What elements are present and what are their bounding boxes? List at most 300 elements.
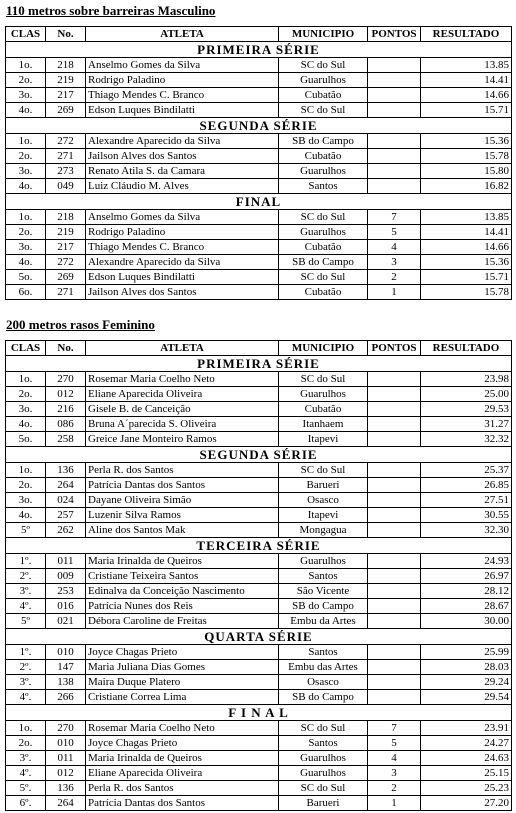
cell-number: 257	[46, 508, 86, 523]
cell-number: 253	[46, 584, 86, 599]
cell-clas: 2o.	[6, 73, 46, 88]
cell-municipality: Cubatão	[279, 149, 368, 164]
cell-clas: 2º.	[6, 660, 46, 675]
cell-points	[368, 417, 421, 432]
cell-athlete: Anselmo Gomes da Silva	[86, 58, 279, 73]
cell-number: 272	[46, 255, 86, 270]
table-row	[6, 781, 512, 796]
col-header-clas: CLAS	[6, 27, 46, 42]
cell-municipality: Cubatão	[279, 402, 368, 417]
table-row	[6, 179, 512, 194]
cell-points	[368, 463, 421, 478]
table-row	[6, 149, 512, 164]
cell-number: 049	[46, 179, 86, 194]
cell-result: 14.41	[421, 225, 512, 240]
cell-clas: 1o.	[6, 721, 46, 736]
cell-number: 271	[46, 149, 86, 164]
table-row	[6, 285, 512, 300]
cell-points: 4	[368, 751, 421, 766]
cell-result: 13.85	[421, 210, 512, 225]
cell-municipality: Cubatão	[279, 88, 368, 103]
cell-number: 270	[46, 721, 86, 736]
cell-athlete: Eliane Aparecida Oliveira	[86, 766, 279, 781]
cell-athlete: Anselmo Gomes da Silva	[86, 210, 279, 225]
table-row	[6, 463, 512, 478]
cell-points	[368, 508, 421, 523]
cell-points: 3	[368, 766, 421, 781]
cell-athlete: Cristiane Correa Lima	[86, 690, 279, 705]
cell-municipality: SC do Sul	[279, 58, 368, 73]
cell-clas: 4º.	[6, 599, 46, 614]
cell-points	[368, 660, 421, 675]
cell-points: 7	[368, 721, 421, 736]
cell-number: 011	[46, 751, 86, 766]
cell-athlete: Rosemar Maria Coelho Neto	[86, 372, 279, 387]
cell-municipality: Guarulhos	[279, 554, 368, 569]
cell-result: 15.36	[421, 255, 512, 270]
cell-number: 012	[46, 387, 86, 402]
table-row	[6, 523, 512, 538]
table-row	[6, 210, 512, 225]
table-row	[6, 614, 512, 629]
cell-athlete: Luzenir Silva Ramos	[86, 508, 279, 523]
cell-number: 136	[46, 781, 86, 796]
cell-athlete: Gisele B. de Canceição	[86, 402, 279, 417]
cell-clas: 5º.	[6, 781, 46, 796]
cell-number: 273	[46, 164, 86, 179]
cell-result: 31.27	[421, 417, 512, 432]
cell-result: 30.00	[421, 614, 512, 629]
section-title: QUARTA SÉRIE	[6, 629, 512, 645]
cell-points	[368, 554, 421, 569]
col-header-clas: CLAS	[6, 341, 46, 356]
table-row	[6, 584, 512, 599]
cell-result: 23.98	[421, 372, 512, 387]
cell-points	[368, 493, 421, 508]
table-row	[6, 103, 512, 118]
cell-number: 010	[46, 645, 86, 660]
cell-clas: 2o.	[6, 478, 46, 493]
cell-points	[368, 103, 421, 118]
cell-result: 23.91	[421, 721, 512, 736]
cell-municipality: Santos	[279, 569, 368, 584]
section-header-row	[6, 629, 512, 645]
cell-number: 086	[46, 417, 86, 432]
cell-number: 147	[46, 660, 86, 675]
cell-result: 15.71	[421, 103, 512, 118]
cell-result: 14.66	[421, 240, 512, 255]
cell-athlete: Débora Caroline de Freitas	[86, 614, 279, 629]
cell-clas: 4o.	[6, 417, 46, 432]
cell-result: 15.78	[421, 149, 512, 164]
cell-result: 15.36	[421, 134, 512, 149]
col-header-athlete: ATLETA	[86, 341, 279, 356]
col-header-number: No.	[46, 341, 86, 356]
cell-municipality: SC do Sul	[279, 721, 368, 736]
cell-result: 26.97	[421, 569, 512, 584]
header-row	[6, 27, 512, 42]
section-header-row	[6, 538, 512, 554]
cell-clas: 1º.	[6, 645, 46, 660]
cell-points: 1	[368, 796, 421, 811]
table-row	[6, 690, 512, 705]
cell-points	[368, 387, 421, 402]
cell-result: 24.63	[421, 751, 512, 766]
section-title: SEGUNDA SÉRIE	[6, 447, 512, 463]
cell-result: 27.20	[421, 796, 512, 811]
table-row	[6, 240, 512, 255]
cell-athlete: Cristiane Teixeira Santos	[86, 569, 279, 584]
cell-result: 27.51	[421, 493, 512, 508]
cell-points: 4	[368, 240, 421, 255]
cell-points	[368, 134, 421, 149]
cell-result: 28.03	[421, 660, 512, 675]
cell-result: 25.37	[421, 463, 512, 478]
cell-municipality: SC do Sul	[279, 372, 368, 387]
table-row	[6, 660, 512, 675]
cell-athlete: Rodrigo Paladino	[86, 73, 279, 88]
cell-number: 010	[46, 736, 86, 751]
col-header-points: PONTOS	[368, 341, 421, 356]
cell-clas: 4º.	[6, 690, 46, 705]
cell-points: 3	[368, 255, 421, 270]
cell-points	[368, 690, 421, 705]
cell-athlete: Alexandre Aparecido da Silva	[86, 134, 279, 149]
cell-result: 16.82	[421, 179, 512, 194]
cell-clas: 1o.	[6, 134, 46, 149]
cell-clas: 5º	[6, 614, 46, 629]
cell-number: 138	[46, 675, 86, 690]
cell-athlete: Alexandre Aparecido da Silva	[86, 255, 279, 270]
table-row	[6, 478, 512, 493]
cell-athlete: Thiago Mendes C. Branco	[86, 88, 279, 103]
section-header-row	[6, 356, 512, 372]
cell-athlete: Patrícia Nunes dos Reis	[86, 599, 279, 614]
cell-athlete: Maira Duque Platero	[86, 675, 279, 690]
cell-result: 25.15	[421, 766, 512, 781]
cell-clas: 4o.	[6, 508, 46, 523]
cell-municipality: SB do Campo	[279, 134, 368, 149]
cell-municipality: Cubatão	[279, 240, 368, 255]
cell-municipality: Cubatão	[279, 285, 368, 300]
cell-result: 15.78	[421, 285, 512, 300]
cell-athlete: Luiz Cláudio M. Alves	[86, 179, 279, 194]
cell-athlete: Dayane Oliveira Simão	[86, 493, 279, 508]
col-header-municipality: MUNICIPIO	[279, 341, 368, 356]
cell-number: 271	[46, 285, 86, 300]
cell-result: 24.93	[421, 554, 512, 569]
cell-number: 219	[46, 73, 86, 88]
section-title: SEGUNDA SÉRIE	[6, 118, 512, 134]
cell-clas: 2º.	[6, 569, 46, 584]
cell-points	[368, 478, 421, 493]
cell-athlete: Maria Juliana Dias Gomes	[86, 660, 279, 675]
cell-points	[368, 372, 421, 387]
cell-result: 25.99	[421, 645, 512, 660]
cell-athlete: Perla R. dos Santos	[86, 463, 279, 478]
cell-clas: 6º.	[6, 796, 46, 811]
table-row	[6, 493, 512, 508]
cell-clas: 4o.	[6, 255, 46, 270]
cell-clas: 3º.	[6, 584, 46, 599]
cell-clas: 3o.	[6, 88, 46, 103]
cell-municipality: Itanhaem	[279, 417, 368, 432]
cell-number: 270	[46, 372, 86, 387]
cell-clas: 1o.	[6, 463, 46, 478]
section-header-row	[6, 42, 512, 58]
cell-clas: 1o.	[6, 372, 46, 387]
cell-result: 32.32	[421, 432, 512, 447]
cell-result: 29.53	[421, 402, 512, 417]
cell-points	[368, 164, 421, 179]
cell-athlete: Jailson Alves dos Santos	[86, 149, 279, 164]
cell-result: 15.80	[421, 164, 512, 179]
cell-municipality: SC do Sul	[279, 103, 368, 118]
cell-municipality: Santos	[279, 736, 368, 751]
cell-result: 25.23	[421, 781, 512, 796]
section-header-row	[6, 447, 512, 463]
header-row	[6, 341, 512, 356]
section-header-row	[6, 705, 512, 721]
cell-clas: 2o.	[6, 225, 46, 240]
cell-points	[368, 523, 421, 538]
cell-number: 217	[46, 240, 86, 255]
table-row	[6, 721, 512, 736]
cell-points	[368, 569, 421, 584]
cell-clas: 4o.	[6, 179, 46, 194]
cell-municipality: Embu da Artes	[279, 614, 368, 629]
cell-athlete: Edson Luques Bindilatti	[86, 103, 279, 118]
col-header-athlete: ATLETA	[86, 27, 279, 42]
cell-result: 24.27	[421, 736, 512, 751]
cell-number: 269	[46, 270, 86, 285]
cell-number: 218	[46, 210, 86, 225]
event-title: 110 metros sobre barreiras Masculino	[6, 3, 216, 18]
cell-municipality: Mongagua	[279, 523, 368, 538]
cell-clas: 3o.	[6, 402, 46, 417]
table-row	[6, 270, 512, 285]
cell-points	[368, 58, 421, 73]
cell-points: 1	[368, 285, 421, 300]
cell-municipality: Osasco	[279, 493, 368, 508]
cell-athlete: Maria Irinalda de Queiros	[86, 554, 279, 569]
cell-clas: 1o.	[6, 58, 46, 73]
cell-athlete: Rosemar Maria Coelho Neto	[86, 721, 279, 736]
cell-points	[368, 599, 421, 614]
cell-points	[368, 584, 421, 599]
table-row	[6, 599, 512, 614]
table-row	[6, 569, 512, 584]
cell-municipality: SC do Sul	[279, 210, 368, 225]
col-header-result: RESULTADO	[421, 341, 512, 356]
col-header-municipality: MUNICIPIO	[279, 27, 368, 42]
cell-athlete: Aline dos Santos Mak	[86, 523, 279, 538]
cell-municipality: SC do Sul	[279, 463, 368, 478]
table-row	[6, 164, 512, 179]
cell-result: 26.85	[421, 478, 512, 493]
cell-municipality: Guarulhos	[279, 164, 368, 179]
table-row	[6, 387, 512, 402]
cell-result: 28.67	[421, 599, 512, 614]
cell-number: 136	[46, 463, 86, 478]
cell-points	[368, 614, 421, 629]
table-row	[6, 432, 512, 447]
table-row	[6, 88, 512, 103]
cell-points	[368, 432, 421, 447]
table-row	[6, 675, 512, 690]
cell-municipality: SB do Campo	[279, 255, 368, 270]
cell-clas: 3º.	[6, 751, 46, 766]
cell-clas: 2o.	[6, 149, 46, 164]
cell-points	[368, 675, 421, 690]
cell-number: 012	[46, 766, 86, 781]
cell-result: 25.00	[421, 387, 512, 402]
cell-number: 262	[46, 523, 86, 538]
cell-clas: 3º.	[6, 675, 46, 690]
cell-municipality: Itapevi	[279, 432, 368, 447]
cell-athlete: Thiago Mendes C. Branco	[86, 240, 279, 255]
cell-points	[368, 149, 421, 164]
cell-points	[368, 402, 421, 417]
cell-athlete: Rodrigo Paladino	[86, 225, 279, 240]
col-header-number: No.	[46, 27, 86, 42]
cell-athlete: Patrícia Dantas dos Santos	[86, 796, 279, 811]
section-header-row	[6, 194, 512, 210]
cell-points: 5	[368, 736, 421, 751]
table-row	[6, 766, 512, 781]
cell-points	[368, 73, 421, 88]
cell-athlete: Maria Irinalda de Queiros	[86, 751, 279, 766]
cell-result: 13.85	[421, 58, 512, 73]
cell-athlete: Patrícia Dantas dos Santos	[86, 478, 279, 493]
cell-athlete: Edinalva da Conceição Nascimento	[86, 584, 279, 599]
cell-clas: 2o.	[6, 736, 46, 751]
cell-clas: 1º.	[6, 554, 46, 569]
cell-number: 258	[46, 432, 86, 447]
cell-clas: 5º	[6, 523, 46, 538]
section-title: PRIMEIRA SÉRIE	[6, 356, 512, 372]
table-row	[6, 417, 512, 432]
cell-points	[368, 645, 421, 660]
table-row	[6, 402, 512, 417]
table-row	[6, 508, 512, 523]
section-title: FINAL	[6, 194, 512, 210]
cell-municipality: Guarulhos	[279, 387, 368, 402]
cell-number: 009	[46, 569, 86, 584]
cell-result: 29.24	[421, 675, 512, 690]
cell-municipality: Guarulhos	[279, 766, 368, 781]
cell-athlete: Edson Luques Bindilatti	[86, 270, 279, 285]
cell-result: 15.71	[421, 270, 512, 285]
cell-municipality: SB do Campo	[279, 690, 368, 705]
cell-number: 219	[46, 225, 86, 240]
cell-municipality: Itapevi	[279, 508, 368, 523]
cell-municipality: Osasco	[279, 675, 368, 690]
cell-athlete: Greice Jane Monteiro Ramos	[86, 432, 279, 447]
cell-result: 30.55	[421, 508, 512, 523]
table-row	[6, 372, 512, 387]
cell-athlete: Joyce Chagas Prieto	[86, 736, 279, 751]
cell-number: 021	[46, 614, 86, 629]
cell-number: 269	[46, 103, 86, 118]
cell-points: 5	[368, 225, 421, 240]
table-row	[6, 796, 512, 811]
cell-municipality: Santos	[279, 179, 368, 194]
cell-athlete: Bruna A´parecida S. Oliveira	[86, 417, 279, 432]
cell-clas: 3o.	[6, 240, 46, 255]
results-table	[5, 26, 512, 300]
cell-athlete: Eliane Aparecida Oliveira	[86, 387, 279, 402]
results-table	[5, 340, 512, 811]
table-row	[6, 73, 512, 88]
cell-clas: 1o.	[6, 210, 46, 225]
cell-points	[368, 179, 421, 194]
col-header-points: PONTOS	[368, 27, 421, 42]
cell-number: 264	[46, 478, 86, 493]
cell-points: 2	[368, 270, 421, 285]
cell-points: 7	[368, 210, 421, 225]
section-header-row	[6, 118, 512, 134]
section-title: F I N A L	[6, 705, 512, 721]
cell-athlete: Joyce Chagas Prieto	[86, 645, 279, 660]
cell-clas: 3o.	[6, 493, 46, 508]
cell-municipality: SC do Sul	[279, 781, 368, 796]
table-row	[6, 134, 512, 149]
cell-municipality: Embu das Artes	[279, 660, 368, 675]
table-row	[6, 58, 512, 73]
cell-number: 266	[46, 690, 86, 705]
cell-result: 28.12	[421, 584, 512, 599]
cell-clas: 6o.	[6, 285, 46, 300]
cell-municipality: Santos	[279, 645, 368, 660]
table-row	[6, 554, 512, 569]
cell-clas: 4o.	[6, 103, 46, 118]
section-title: PRIMEIRA SÉRIE	[6, 42, 512, 58]
cell-municipality: SC do Sul	[279, 270, 368, 285]
cell-athlete: Perla R. dos Santos	[86, 781, 279, 796]
cell-clas: 5o.	[6, 432, 46, 447]
cell-result: 32.30	[421, 523, 512, 538]
cell-municipality: Barueri	[279, 796, 368, 811]
cell-municipality: Barueri	[279, 478, 368, 493]
cell-athlete: Renato Atila S. da Camara	[86, 164, 279, 179]
cell-number: 272	[46, 134, 86, 149]
cell-municipality: Guarulhos	[279, 73, 368, 88]
cell-number: 016	[46, 599, 86, 614]
cell-result: 29.54	[421, 690, 512, 705]
event-title: 200 metros rasos Feminino	[6, 317, 155, 332]
cell-number: 024	[46, 493, 86, 508]
cell-clas: 3o.	[6, 164, 46, 179]
table-row	[6, 645, 512, 660]
table-row	[6, 751, 512, 766]
table-row	[6, 736, 512, 751]
cell-clas: 4º.	[6, 766, 46, 781]
cell-points	[368, 88, 421, 103]
cell-number: 216	[46, 402, 86, 417]
cell-clas: 2o.	[6, 387, 46, 402]
table-row	[6, 225, 512, 240]
cell-result: 14.41	[421, 73, 512, 88]
cell-number: 264	[46, 796, 86, 811]
cell-points: 2	[368, 781, 421, 796]
cell-municipality: Guarulhos	[279, 225, 368, 240]
section-title: TERCEIRA SÉRIE	[6, 538, 512, 554]
cell-clas: 5o.	[6, 270, 46, 285]
cell-athlete: Jailson Alves dos Santos	[86, 285, 279, 300]
cell-number: 217	[46, 88, 86, 103]
cell-number: 011	[46, 554, 86, 569]
